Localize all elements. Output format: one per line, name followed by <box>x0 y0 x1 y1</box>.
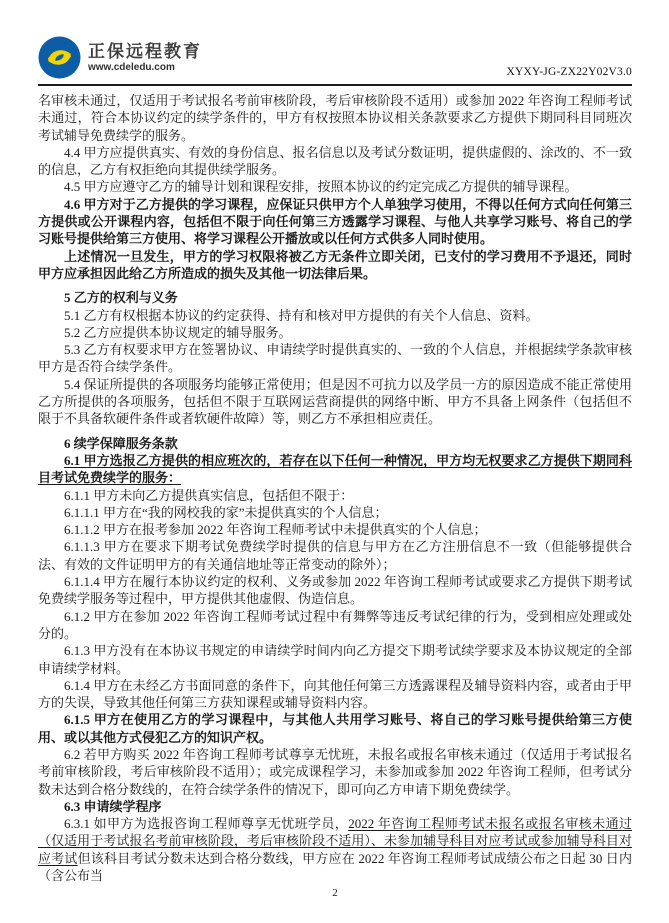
text-run: 6.1.2 甲方在参加 2022 年咨询工程师考试过程中有舞弊等违反考试纪律的行为，受到相应处理或处分的。 <box>38 608 632 641</box>
text-run: 但该科目考试分数未达到合格分数线，甲方应在 2022 年咨询工程师考试成绩公布之日起 30 日内（含公布当 <box>38 850 632 884</box>
paragraph <box>38 521 632 538</box>
text-run: 4.6 甲方对于乙方提供的学习课程，应保证只供甲方个人单独学习使用，不得以任何方式向任何第三方提供或公开课程内容，包括但不限于向任何第三方透露学习课程、与他人共享学习账号、将自己的学习账号提供给第三方使用、将学习课程公开播放或以任何方式供多人同时使用。 <box>38 196 632 247</box>
text-run: 6.3.1 如甲方为选报咨询工程师尊享无忧班学员， <box>64 816 349 832</box>
logo-url: www.cdeledu.com <box>88 62 175 73</box>
section-heading <box>38 798 632 815</box>
paragraph <box>38 341 632 376</box>
text-run: 5.3 乙方有权要求甲方在签署协议、申请续学时提供真实的、一致的个人信息，并根据续学条款审核甲方是否符合续学条件。 <box>38 342 632 375</box>
text-run: 5.1 乙方有权根据本协议的约定获得、持有和核对甲方提供的有关个人信息、资料。 <box>64 307 539 323</box>
section-heading <box>38 435 632 452</box>
text-run: 6.1.3 甲方没有在本协议书规定的申请续学时间内向乙方提交下期考试续学要求及本协议规定的全部申请续学材料。 <box>38 643 632 676</box>
header-rule <box>38 84 632 86</box>
paragraph <box>38 307 632 324</box>
paragraph <box>38 487 632 504</box>
text-run: 6.2 若甲方购买 2022 年咨询工程师考试尊享无忧班，未报名或报名审核未通过（仅适用于考试报名考前审核阶段，考后审核阶段不适用）；或完成课程学习，未参加或参加 2022 年咨询工程师，但考试分数未达到合格分数线的，在符合续学条件的情况下，即可向乙方申请下期免费续学。 <box>38 746 632 797</box>
text-run: 上述情况一旦发生，甲方的学习权限将被乙方无条件立即关闭，已支付的学习费用不予退还，同时甲方应承担因此给乙方所造成的损失及其他一切法律后果。 <box>38 248 632 281</box>
paragraph <box>38 573 632 608</box>
text-run: 6.3 申请续学程序 <box>64 798 162 814</box>
paragraph <box>38 504 632 521</box>
paragraph <box>38 642 632 677</box>
page-footer <box>38 887 632 899</box>
text-run: 4.5 甲方应遵守乙方的辅导计划和课程安排，按照本协议的约定完成乙方提供的辅导课程。 <box>64 179 578 195</box>
logo-text <box>88 42 202 73</box>
paragraph <box>38 144 632 179</box>
section-heading <box>38 289 632 306</box>
paragraph <box>38 815 632 884</box>
text-run: 5.4 保证所提供的各项服务均能够正常使用；但是因不可抗力以及学员一方的原因造成不能正常使用乙方所提供的各项服务，包括但不限于互联网运营商提供的网络中断、甲方不具备上网条件（包括但不限于不具备软硬件条件或者软硬件故障）等，则乙方不承担相应责任。 <box>38 376 632 427</box>
text-run: 6.1 甲方选报乙方提供的相应班次的，若存在以下任何一种情况，甲方均无权要求乙方提供下期同科目考试免费续学的服务： <box>38 452 632 486</box>
text-run: 4.4 甲方应提供真实、有效的身份信息、报名信息以及考试分数证明，提供虚假的、涂改的、不一致的信息，乙方有权拒绝向其提供续学服务。 <box>38 144 632 178</box>
logo-icon <box>38 36 81 79</box>
paragraph <box>38 178 632 195</box>
paragraph <box>38 324 632 341</box>
text-run: 6.1.1 甲方未向乙方提供真实信息，包括但不限于： <box>64 487 354 503</box>
document-body <box>38 92 632 884</box>
paragraph <box>38 746 632 798</box>
paragraph <box>38 608 632 643</box>
paragraph <box>38 452 632 487</box>
text-run: 名审核未通过，仅适用于考试报名考前审核阶段，考后审核阶段不适用）或参加 2022 年咨询工程师考试未通过，符合本协议约定的续学条件的，甲方有权按照本协议相关条款要求乙方提供下期同科目同班次考试辅导免费续学的服务。 <box>38 93 632 143</box>
text-run: 6.1.1.1 甲方在“我的网校我的家”未提供真实的个人信息； <box>64 504 388 520</box>
text-run: 6.1.4 甲方在未经乙方书面同意的条件下，向其他任何第三方透露课程及辅导资料内容，或者由于甲方的失误，导致其他任何第三方获知课程或辅导资料内容。 <box>38 677 632 711</box>
page-header <box>38 36 632 79</box>
paragraph <box>38 376 632 428</box>
paragraph <box>38 196 632 248</box>
text-run: 6.1.1.3 甲方在要求下期考试免费续学时提供的信息与甲方在乙方注册信息不一致（但能够提供合法、有效的文件证明甲方的有关通信地址等正常变动的除外）； <box>38 539 632 572</box>
logo <box>38 36 202 79</box>
text-run: 6.1.1.2 甲方在报考参加 2022 年咨询工程师考试中未提供真实的个人信息； <box>64 522 487 538</box>
text-run: 5.2 乙方应提供本协议规定的辅导服务。 <box>64 324 292 340</box>
text-run: 2022 年咨询工程师考试未报名或报名审核未通过（仅适用于考试报名考前审核阶段，考后审核阶段不适用）、未参加辅导科目对应考试或参加辅导科目对应考试 <box>38 816 632 866</box>
paragraph <box>38 677 632 712</box>
paragraph <box>38 711 632 746</box>
text-run: 6.1.1.4 甲方在履行本协议约定的权利、义务或参加 2022 年咨询工程师考试或要求乙方提供下期考试免费续学服务等过程中，甲方提供其他虚假、伪造信息。 <box>38 574 632 607</box>
paragraph <box>38 538 632 573</box>
paragraph <box>38 92 632 144</box>
page-number: 2 <box>332 887 338 900</box>
logo-title: 正保远程教育 <box>88 42 202 61</box>
doc-code: XYXY-JG-ZX22Y02V3.0 <box>506 66 632 78</box>
text-run: 6.1.5 甲方在使用乙方的学习课程中，与其他人共用学习账号、将自己的学习账号提供给第三方使用、或以其他方式侵犯乙方的知识产权。 <box>38 712 632 745</box>
text-run: 5 乙方的权利与义务 <box>64 290 178 306</box>
text-run: 6 续学保障服务条款 <box>64 435 178 451</box>
paragraph <box>38 248 632 283</box>
